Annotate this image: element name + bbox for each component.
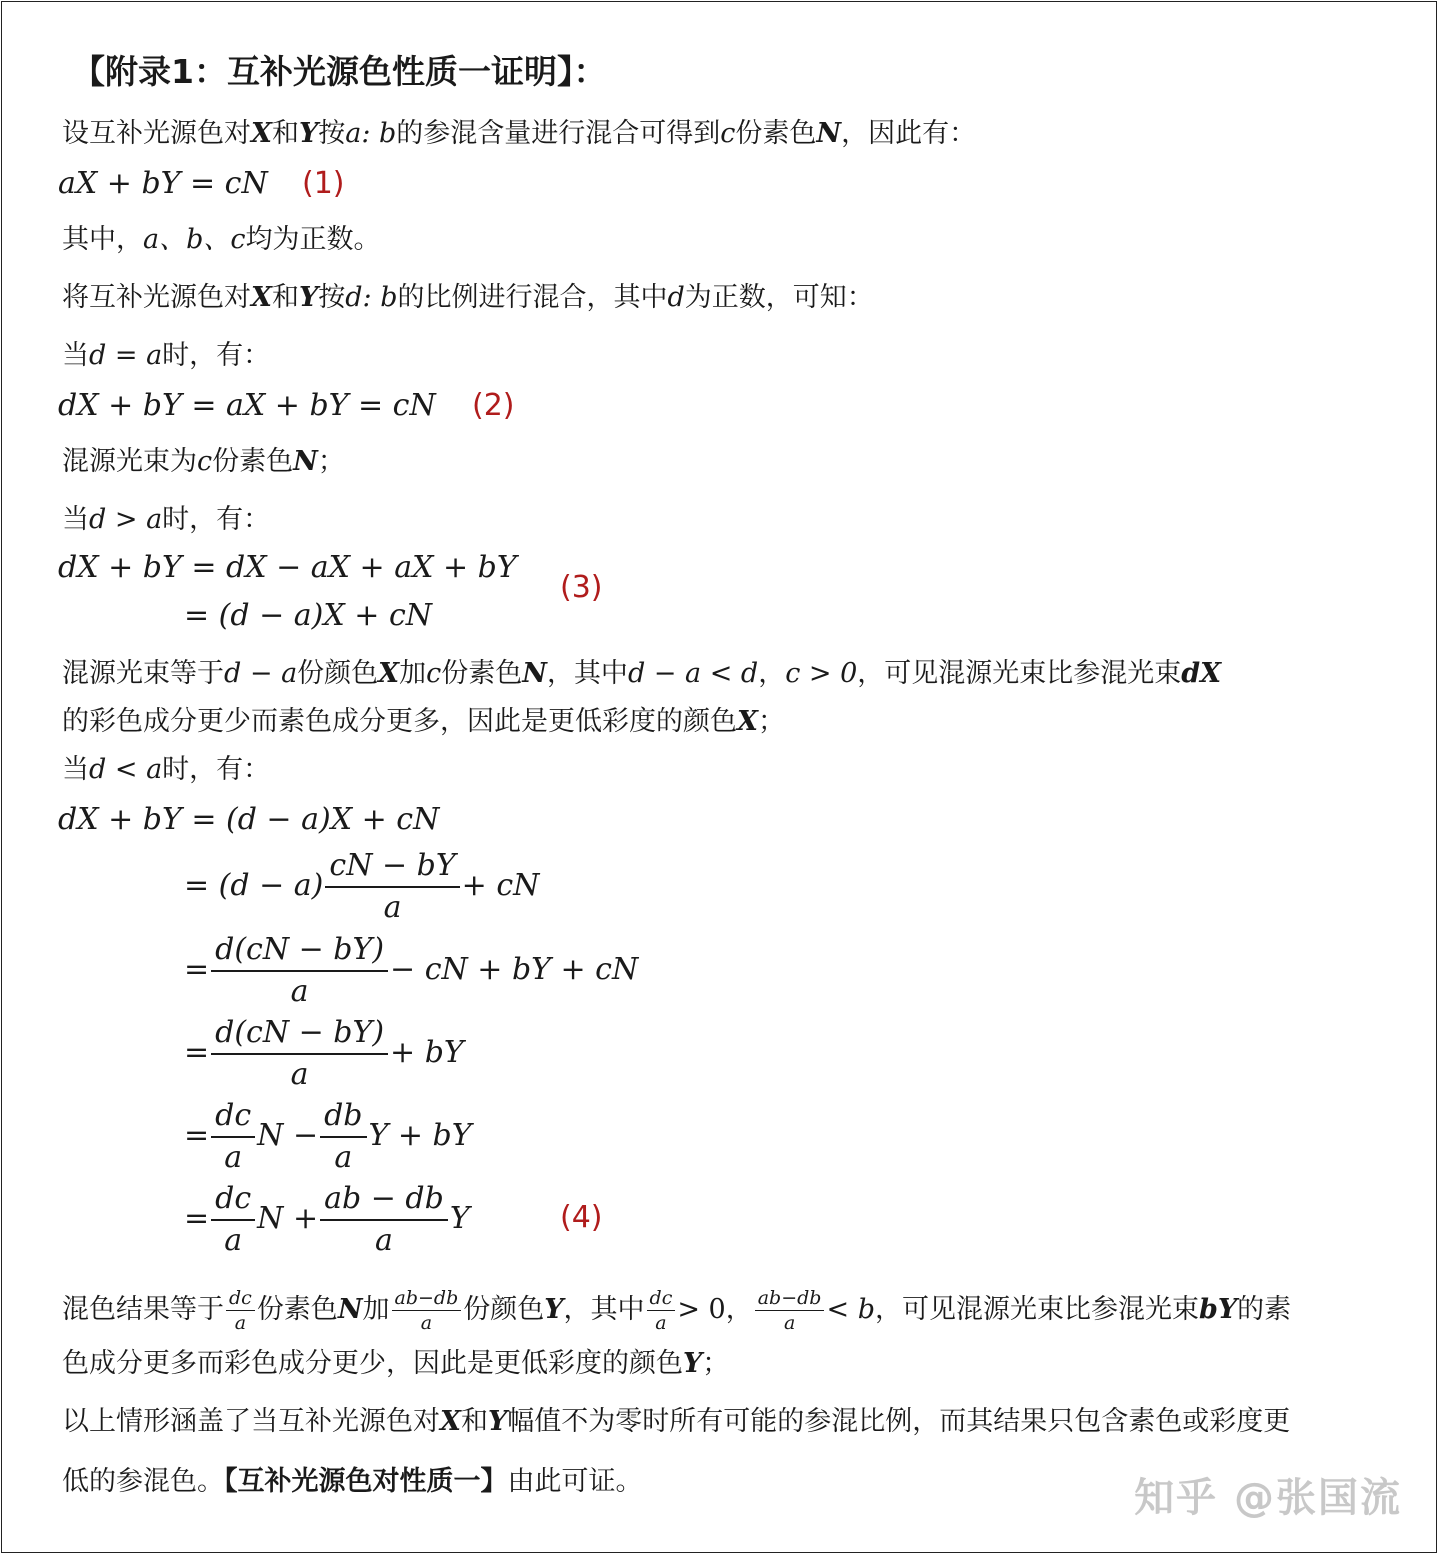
var-bY: bY bbox=[1198, 1294, 1238, 1325]
term: N + bbox=[257, 1201, 319, 1236]
term: = bbox=[184, 1201, 210, 1236]
text-line-7 bbox=[62, 1286, 1291, 1335]
term: + bY bbox=[390, 1035, 464, 1070]
var-c: c bbox=[426, 658, 442, 689]
text-line-6 bbox=[62, 704, 785, 740]
numerator: db bbox=[320, 1096, 366, 1138]
term: − cN + bY + cN bbox=[390, 952, 639, 987]
text-line-8 bbox=[62, 1346, 729, 1382]
text: 按 bbox=[318, 282, 346, 313]
text: ，因此有： bbox=[841, 118, 977, 149]
denominator: a bbox=[234, 1312, 247, 1334]
text: 和 bbox=[271, 282, 299, 313]
text-line-10 bbox=[62, 1464, 643, 1500]
fraction bbox=[211, 930, 388, 1012]
text: 和 bbox=[460, 1406, 488, 1437]
inline-fraction bbox=[226, 1286, 255, 1335]
vars: a、b、c bbox=[143, 224, 246, 255]
text: 混源光束等于 bbox=[62, 658, 224, 689]
numerator: ab−db bbox=[392, 1286, 462, 1311]
inline-fraction bbox=[647, 1286, 676, 1335]
text: 份颜色 bbox=[297, 658, 379, 689]
denominator: a bbox=[224, 1223, 243, 1258]
text: 混色结果等于 bbox=[62, 1294, 224, 1325]
ratio: a: b bbox=[345, 118, 397, 149]
var-N: N bbox=[816, 118, 842, 149]
text: ，可见混源光束比参混光束 bbox=[874, 1294, 1199, 1325]
text: 份素色 bbox=[256, 1294, 338, 1325]
numerator: ab−db bbox=[755, 1286, 825, 1311]
text: 的参混含量进行混合可得到 bbox=[396, 118, 721, 149]
expr: d − a bbox=[224, 658, 298, 689]
equation-3-number: (3) bbox=[560, 570, 603, 605]
numerator: dc bbox=[211, 1179, 255, 1221]
var-X: X bbox=[737, 706, 758, 737]
fraction bbox=[325, 846, 459, 928]
ratio: d: b bbox=[345, 282, 398, 313]
term: = bbox=[184, 1118, 210, 1153]
denominator: a bbox=[655, 1312, 667, 1334]
text-line-9 bbox=[62, 1404, 1290, 1440]
expr: > 0 bbox=[677, 1294, 726, 1325]
numerator: d(cN − bY) bbox=[211, 930, 388, 972]
var-N: N bbox=[293, 446, 318, 477]
text: 当 bbox=[62, 504, 89, 535]
text: 当 bbox=[62, 754, 89, 785]
text: 份素色 bbox=[441, 658, 523, 689]
var-N: N bbox=[337, 1294, 363, 1325]
numerator: dc bbox=[647, 1286, 676, 1311]
text: 为正数，可知： bbox=[684, 282, 874, 313]
text-line-3 bbox=[62, 280, 874, 316]
text: 混源光束为 bbox=[62, 446, 197, 477]
denominator: a bbox=[224, 1140, 243, 1175]
equation-3-line-1: dX + bY = dX − aX + aX + bY bbox=[58, 550, 517, 585]
text: ； bbox=[702, 1348, 730, 1379]
equation-1: aX + bY = cN bbox=[58, 166, 268, 201]
inline-fraction bbox=[755, 1286, 825, 1335]
equation-4-row-5 bbox=[184, 1096, 472, 1178]
equation-4-row-2 bbox=[184, 846, 539, 928]
denominator: a bbox=[375, 1223, 393, 1258]
text: 设互补光源色对 bbox=[62, 118, 251, 149]
term: + cN bbox=[461, 868, 540, 903]
numerator: dc bbox=[226, 1286, 255, 1311]
term: = bbox=[184, 1035, 210, 1070]
appendix-heading: 【附录1：互补光源色性质一证明】： bbox=[72, 52, 607, 91]
equation-4-number: (4) bbox=[560, 1200, 603, 1235]
inline-fraction bbox=[392, 1286, 462, 1335]
denominator: a bbox=[783, 1312, 796, 1334]
term: N − bbox=[257, 1118, 319, 1153]
denominator: a bbox=[383, 890, 402, 925]
text: 加 bbox=[399, 658, 427, 689]
watermark: 知乎 @张国流 bbox=[1134, 1475, 1402, 1521]
equation-4-row-4 bbox=[184, 1013, 464, 1095]
var-X: X bbox=[378, 658, 400, 689]
text-line-2 bbox=[62, 222, 381, 258]
fraction bbox=[211, 1013, 388, 1095]
text: 加 bbox=[362, 1294, 390, 1325]
text: 份素色 bbox=[735, 118, 817, 149]
text: 的彩色成分更少而素色成分更多，因此是更低彩度的颜色 bbox=[62, 706, 737, 737]
var-Y: Y bbox=[487, 1406, 508, 1437]
text: 色成分更多而彩色成分更少，因此是更低彩度的颜色 bbox=[62, 1348, 683, 1379]
equation-3-line-2: = (d − a)X + cN bbox=[184, 598, 432, 633]
text: 幅值不为零时所有可能的参混比例，而其结果只包含素色或彩度更 bbox=[507, 1406, 1291, 1437]
numerator: ab − db bbox=[320, 1179, 448, 1221]
denominator: a bbox=[290, 974, 309, 1009]
fraction bbox=[320, 1096, 366, 1178]
condition: d = a bbox=[89, 340, 163, 371]
var-X: X bbox=[251, 282, 272, 313]
text: 时，有： bbox=[162, 340, 271, 371]
var-Y: Y bbox=[298, 282, 319, 313]
var-X: X bbox=[440, 1406, 461, 1437]
numerator: dc bbox=[211, 1096, 255, 1138]
text: 按 bbox=[318, 118, 346, 149]
var-Y: Y bbox=[298, 118, 319, 149]
equation-2-number: (2) bbox=[472, 388, 515, 423]
denominator: a bbox=[420, 1312, 433, 1334]
condition: d > a bbox=[89, 504, 163, 535]
equation-4-row-3 bbox=[184, 930, 638, 1012]
var-X: X bbox=[251, 118, 272, 149]
term: = bbox=[184, 952, 210, 987]
text: 其中， bbox=[62, 224, 143, 255]
case-1 bbox=[62, 338, 270, 374]
numerator: d(cN − bY) bbox=[211, 1013, 388, 1055]
equation-4-row-6 bbox=[184, 1179, 470, 1261]
text: ，其中 bbox=[546, 658, 628, 689]
text: 的素 bbox=[1237, 1294, 1292, 1325]
denominator: a bbox=[290, 1057, 309, 1092]
case-3 bbox=[62, 752, 270, 788]
text: 时，有： bbox=[162, 754, 271, 785]
expr: d − a < d bbox=[627, 658, 759, 689]
equation-1-number: (1) bbox=[302, 166, 345, 201]
var-dX: dX bbox=[1181, 658, 1222, 689]
text: 均为正数。 bbox=[245, 224, 381, 255]
term: Y bbox=[449, 1201, 470, 1236]
property-name: 【互补光源色对性质一】 bbox=[224, 1466, 508, 1497]
fraction bbox=[211, 1096, 255, 1178]
text: ，其中 bbox=[563, 1294, 645, 1325]
text-line-1 bbox=[62, 116, 976, 152]
denominator: a bbox=[334, 1140, 353, 1175]
text: 当 bbox=[62, 340, 89, 371]
text: 由此可证。 bbox=[507, 1466, 643, 1497]
expr: c > 0 bbox=[785, 658, 858, 689]
text: ， bbox=[725, 1294, 753, 1325]
term: = (d − a) bbox=[184, 868, 324, 903]
fraction bbox=[320, 1179, 448, 1261]
text: 份颜色 bbox=[463, 1294, 545, 1325]
text-line-4 bbox=[62, 444, 345, 480]
equation-4-row-1: dX + bY = (d − a)X + cN bbox=[58, 802, 440, 837]
term: Y + bY bbox=[368, 1118, 472, 1153]
numerator: cN − bY bbox=[325, 846, 459, 888]
text: ； bbox=[317, 446, 345, 477]
var-c: c bbox=[720, 118, 736, 149]
text: 份素色 bbox=[212, 446, 294, 477]
text: ； bbox=[757, 706, 785, 737]
condition: d < a bbox=[89, 754, 163, 785]
text-line-5 bbox=[62, 656, 1221, 692]
var-Y: Y bbox=[683, 1348, 703, 1379]
text: 时，有： bbox=[162, 504, 271, 535]
text: 低的参混色。 bbox=[62, 1466, 224, 1497]
case-2 bbox=[62, 502, 270, 538]
text: 和 bbox=[271, 118, 299, 149]
fraction bbox=[211, 1179, 255, 1261]
text: 的比例进行混合，其中 bbox=[397, 282, 668, 313]
text: ，可见混源光束比参混光束 bbox=[857, 658, 1182, 689]
text: ， bbox=[758, 658, 786, 689]
text: 以上情形涵盖了当互补光源色对 bbox=[62, 1406, 440, 1437]
var-d: d bbox=[667, 282, 685, 313]
var-N: N bbox=[522, 658, 547, 689]
var-Y: Y bbox=[544, 1294, 564, 1325]
var-c: c bbox=[197, 446, 213, 477]
equation-2: dX + bY = aX + bY = cN bbox=[58, 388, 436, 423]
text: 将互补光源色对 bbox=[62, 282, 251, 313]
expr: < b bbox=[826, 1294, 875, 1325]
